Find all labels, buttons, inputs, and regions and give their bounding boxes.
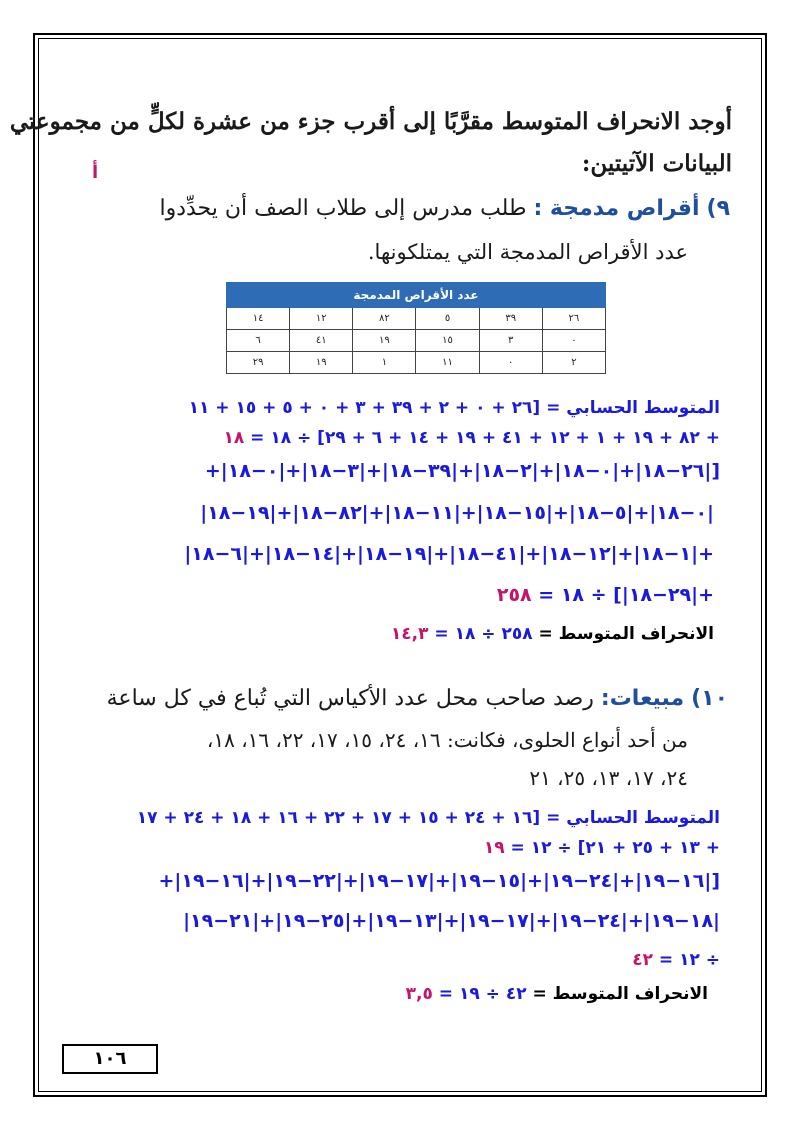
table-cell: ٢٩ [227, 352, 290, 374]
q10-text-2: من أحد أنواع الحلوى، فكانت: ١٦، ٢٤، ١٥، ١٧، ٢٢، ١٦، ١٨، [206, 728, 688, 752]
mean-expression-1: [٢٦ + ٠ + ٢ + ٣٩ + ٣ + ٠ + ٥ + ١٥ + ١١ [188, 398, 541, 418]
table-cell: ١٤ [227, 308, 290, 330]
q10-header [107, 686, 728, 711]
table-cell: ١٩ [353, 330, 416, 352]
q9-header [159, 196, 730, 221]
table-row [227, 330, 606, 352]
q9-sol-line-2 [223, 428, 720, 448]
q9-title: أقراص مدمجة : [533, 196, 700, 221]
table-cell: ٢ [542, 352, 605, 374]
mean-label: المتوسط الحسابي = [546, 398, 720, 418]
table-row [227, 352, 606, 374]
q10-mean-deviation-result: ٣,٥ [405, 984, 433, 1004]
q10-sol-line-1 [137, 808, 720, 828]
mean-result: ١٨ [223, 428, 245, 448]
q10-number: ١٠) [691, 686, 728, 711]
page-number: ١٠٦ [62, 1044, 158, 1074]
q10-abs-dev-sum-result: ٤٢ [632, 950, 653, 970]
table-cell: ٦ [227, 330, 290, 352]
abs-dev-sum-result: ٢٥٨ [496, 584, 532, 606]
q10-mean-expression-1: [١٦ + ٢٤ + ١٥ + ١٧ + ٢٢ + ١٦ + ١٨ + ٢٤ + ١٧ [136, 808, 541, 828]
q9-sol-line-6 [497, 584, 714, 606]
q10-sol-line-2 [484, 838, 720, 858]
table-cell: ٢٦ [542, 308, 605, 330]
q10-mean-result: ١٩ [483, 838, 505, 858]
table-cell: ١١ [416, 352, 479, 374]
table-row [227, 308, 606, 330]
table-cell: ٨٢ [353, 308, 416, 330]
q9-number: ٩) [706, 196, 730, 221]
mean-expression-2: + ٨٢ + ١٩ + ١ + ١٢ + ٤١ + ١٩ + ١٤ + ٦ + ٢٩] ÷ ١٨ = [250, 428, 720, 448]
q9-text-2: عدد الأقراص المدمجة التي يمتلكونها. [367, 240, 688, 264]
q9-text-1: طلب مدرس إلى طلاب الصف أن يحدِّدوا [159, 196, 527, 221]
q9-abs-dev-line-1: [|٢٦−١٨|+|٠−١٨|+|٢−١٨|+|٣٩−١٨|+|٣−١٨|+|٠−١٨|+ [204, 460, 720, 482]
q10-abs-dev-line-1: [|١٦−١٩|+|٢٤−١٩|+|١٥−١٩|+|١٧−١٩|+|٢٢−١٩|+|١٦−١٩|+ [158, 870, 720, 892]
q10-mean-label: المتوسط الحسابي = [546, 808, 720, 828]
q9-sol-line-7 [391, 624, 714, 644]
abs-dev-sum-expression: +|٢٩−١٨|] ÷ ١٨ = [538, 584, 714, 606]
table-cell: ٥ [416, 308, 479, 330]
q10-text-3: ٢٤، ١٧، ١٣، ٢٥، ٢١ [529, 766, 688, 790]
q10-sol-line-6 [406, 984, 708, 1004]
cd-table-title: عدد الأقراص المدمجة [227, 283, 606, 308]
table-cell: ١٥ [416, 330, 479, 352]
mean-deviation-label: الانحراف المتوسط = [538, 624, 714, 644]
q10-mean-expression-2: + ١٣ + ٢٥ + ٢١] ÷ ١٢ = [510, 838, 720, 858]
table-cell: ٠ [542, 330, 605, 352]
table-cell: ٠ [479, 352, 542, 374]
option-marker: أ [92, 162, 99, 183]
q10-title: مبيعات: [600, 686, 685, 711]
table-cell: ١٢ [290, 308, 353, 330]
table-cell: ٤١ [290, 330, 353, 352]
mean-deviation-expression: ٢٥٨ ÷ ١٨ = [434, 624, 533, 644]
table-cell: ٣ [479, 330, 542, 352]
q9-sol-line-1 [189, 398, 720, 418]
table-cell: ١٩ [290, 352, 353, 374]
q10-abs-dev-sum-expression: ÷ ١٢ = [658, 950, 720, 970]
q10-mean-deviation-expression: ٤٢ ÷ ١٩ = [438, 984, 527, 1004]
q10-sol-line-5 [632, 950, 720, 970]
intro-line-2: البيانات الآتيتين: [581, 150, 732, 177]
q9-abs-dev-line-2: |٠−١٨|+|٥−١٨|+|١٥−١٨|+|١١−١٨|+|٨٢−١٨|+|١٩−١٨| [200, 502, 714, 524]
intro-line-1: أوجد الانحراف المتوسط مقرَّبًا إلى أقرب جزء من عشرة لكلٍّ من مجموعتي [9, 108, 732, 135]
q10-text-1: رصد صاحب محل عدد الأكياس التي تُباع في كل ساعة [106, 686, 594, 711]
q10-abs-dev-line-2: |١٨−١٩|+|٢٤−١٩|+|١٧−١٩|+|١٣−١٩|+|٢٥−١٩|+|٢١−١٩| [183, 910, 720, 932]
q9-abs-dev-line-3: +|١−١٨|+|١٢−١٨|+|٤١−١٨|+|١٩−١٨|+|١٤−١٨|+|٦−١٨| [184, 543, 714, 565]
table-cell: ٣٩ [479, 308, 542, 330]
cd-table [226, 282, 606, 374]
mean-deviation-result: ١٤,٣ [390, 624, 429, 644]
q10-mean-deviation-label: الانحراف المتوسط = [532, 984, 708, 1004]
table-cell: ١ [353, 352, 416, 374]
